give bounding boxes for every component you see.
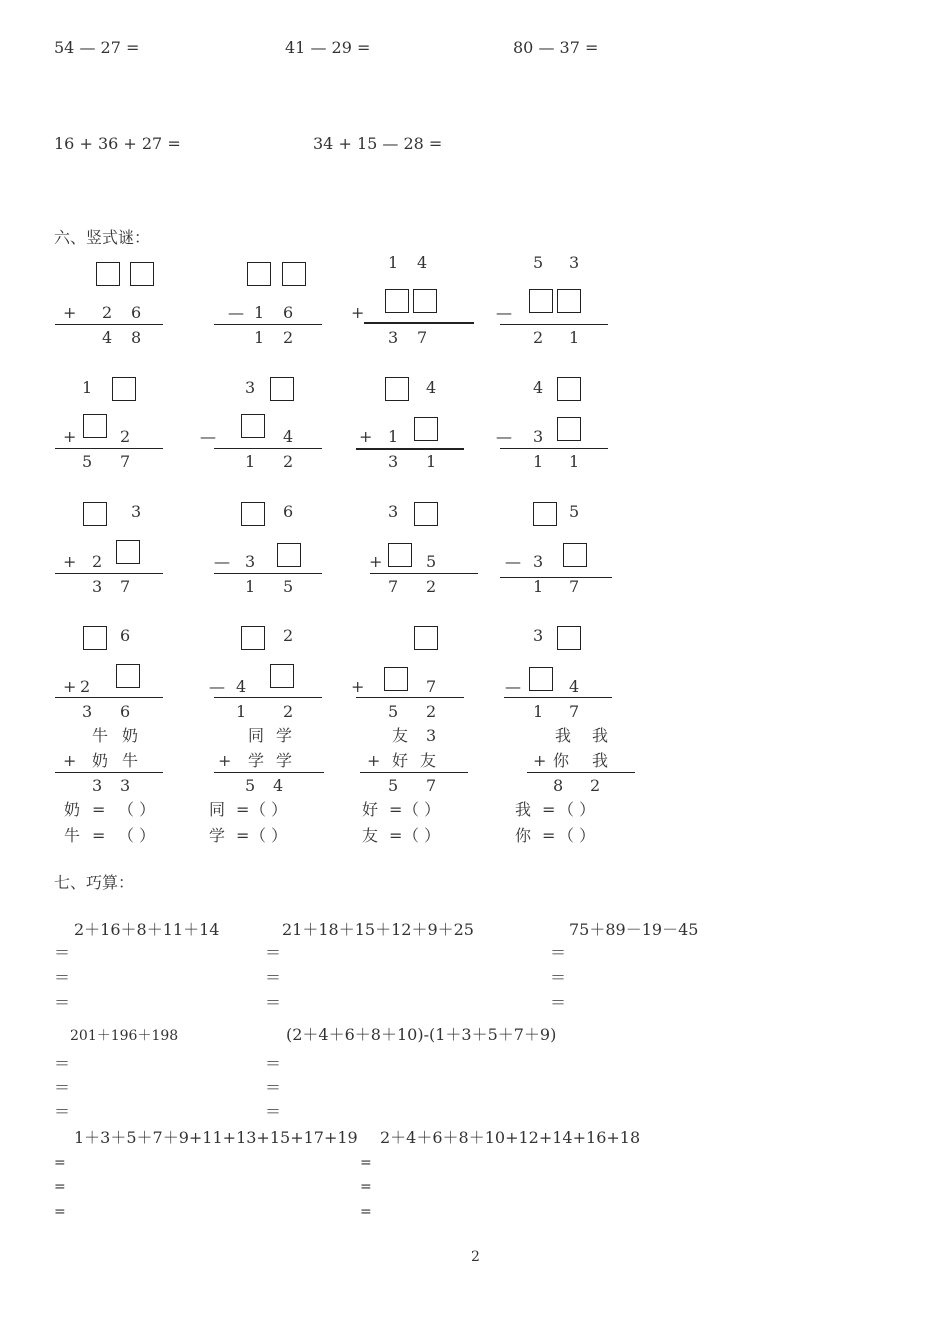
equals-sign: ＝	[54, 1078, 71, 1097]
digit: 7	[426, 776, 437, 795]
minus-sign: —	[200, 427, 216, 446]
char: 牛	[122, 751, 139, 770]
smart-problem: 2＋16＋8＋11＋14	[74, 920, 220, 939]
digit: 4	[273, 776, 284, 795]
answer-blank[interactable]: （ ）	[558, 800, 596, 819]
equals-sign: ＝	[265, 1054, 282, 1073]
digit: 4	[283, 427, 294, 446]
digit: 1	[254, 328, 265, 347]
char: 牛	[92, 726, 109, 745]
answer-box[interactable]	[116, 664, 140, 688]
digit: 3	[92, 577, 103, 596]
char: 我	[592, 751, 609, 770]
digit: 1	[569, 328, 580, 347]
digit: 5	[245, 776, 256, 795]
answer-box[interactable]	[83, 626, 107, 650]
digit: 1	[254, 303, 265, 322]
sum-line	[500, 324, 608, 325]
minus-sign: —	[505, 552, 521, 571]
digit: 2	[80, 677, 91, 696]
minus-sign: —	[496, 303, 512, 322]
char-answer-label: 你	[515, 826, 532, 845]
equals-sign: =	[54, 1179, 66, 1195]
answer-box[interactable]	[282, 262, 306, 286]
digit: 2	[283, 626, 294, 645]
sum-line	[364, 322, 474, 324]
sum-line	[360, 772, 468, 773]
equals-sign: =	[54, 1155, 66, 1171]
sum-line	[214, 448, 322, 449]
equals-sign: =	[542, 800, 556, 819]
digit: 3	[82, 702, 93, 721]
char-answer-label: 同	[209, 800, 226, 819]
plus-sign: +	[351, 677, 365, 696]
digit: 3	[388, 328, 399, 347]
answer-box[interactable]	[414, 502, 438, 526]
char: 我	[555, 726, 572, 745]
equals-sign: =	[360, 1179, 372, 1195]
arith-problem: 54 — 27 =	[54, 38, 140, 57]
equals-sign: ＝	[265, 1078, 282, 1097]
digit: 2	[283, 328, 294, 347]
smart-problem: 1＋3＋5＋7＋9+11+13+15+17+19	[74, 1128, 358, 1147]
digit: 2	[102, 303, 113, 322]
char: 同	[248, 726, 265, 745]
plus-sign: +	[533, 751, 547, 770]
char-answer-label: 我	[515, 800, 532, 819]
sum-line	[500, 448, 608, 449]
char-answer-label: 牛	[64, 826, 81, 845]
sum-line	[214, 573, 322, 574]
sum-line	[55, 697, 163, 698]
answer-box[interactable]	[247, 262, 271, 286]
digit: 1	[245, 577, 256, 596]
digit: 5	[388, 702, 399, 721]
digit: 3	[92, 776, 103, 795]
answer-box[interactable]	[116, 540, 140, 564]
digit: 3	[120, 776, 131, 795]
equals-sign: =	[92, 826, 106, 845]
sum-line	[356, 448, 464, 450]
plus-sign: +	[63, 552, 77, 571]
answer-box[interactable]	[414, 417, 438, 441]
answer-blank[interactable]: （ ）	[558, 826, 596, 845]
digit: 3	[533, 427, 544, 446]
minus-sign: —	[214, 552, 230, 571]
char: 我	[592, 726, 609, 745]
answer-box[interactable]	[241, 414, 265, 438]
digit: 3	[131, 502, 142, 521]
char-answer-label: 奶	[64, 800, 81, 819]
digit: 6	[120, 702, 131, 721]
minus-sign: —	[505, 677, 521, 696]
char-answer-label: 学	[209, 826, 226, 845]
answer-box[interactable]	[270, 664, 294, 688]
answer-box[interactable]	[557, 626, 581, 650]
answer-box[interactable]	[385, 377, 409, 401]
answer-box[interactable]	[529, 667, 553, 691]
sum-line	[55, 448, 163, 449]
answer-box[interactable]	[83, 414, 107, 438]
sum-line	[356, 697, 464, 698]
minus-sign: —	[209, 677, 225, 696]
digit: 3	[388, 452, 399, 471]
digit: 6	[120, 626, 131, 645]
digit: 2	[120, 427, 131, 446]
section-title-smart-calc: 七、巧算：	[54, 873, 135, 892]
equals-sign: ＝	[265, 993, 282, 1012]
answer-box[interactable]	[533, 502, 557, 526]
plus-sign: +	[359, 427, 373, 446]
char: 好	[392, 751, 409, 770]
equals-sign: =	[360, 1155, 372, 1171]
digit: 2	[533, 328, 544, 347]
equals-sign: ＝	[550, 943, 567, 962]
section-title-vertical-puzzles: 六、竖式谜：	[54, 228, 151, 247]
digit: 4	[426, 378, 437, 397]
equals-sign: =	[360, 1204, 372, 1220]
answer-box[interactable]	[563, 543, 587, 567]
char: 学	[276, 726, 293, 745]
answer-box[interactable]	[557, 417, 581, 441]
digit: 2	[590, 776, 601, 795]
digit: 3	[388, 502, 399, 521]
sum-line	[214, 324, 322, 325]
smart-problem: 75＋89－19－45	[569, 920, 699, 939]
digit: 1	[426, 452, 437, 471]
digit: 3	[426, 726, 437, 745]
equals-sign: =	[92, 800, 106, 819]
answer-box[interactable]	[557, 377, 581, 401]
digit: 6	[131, 303, 142, 322]
digit: 4	[533, 378, 544, 397]
digit: 1	[388, 253, 399, 272]
digit: 6	[283, 502, 294, 521]
equals-sign: ＝	[54, 1102, 71, 1121]
sum-line	[500, 577, 612, 578]
sum-line	[504, 697, 612, 698]
equals-sign: =	[54, 1204, 66, 1220]
answer-blank[interactable]: （ ）	[250, 826, 288, 845]
char: 你	[553, 751, 570, 770]
plus-sign: +	[367, 751, 381, 770]
char: 友	[420, 751, 437, 770]
answer-box[interactable]	[277, 543, 301, 567]
digit: 3	[245, 378, 256, 397]
digit: 5	[283, 577, 294, 596]
digit: 1	[533, 452, 544, 471]
digit: 3	[533, 552, 544, 571]
digit: 8	[553, 776, 564, 795]
equals-sign: ＝	[265, 943, 282, 962]
digit: 2	[92, 552, 103, 571]
digit: 3	[569, 253, 580, 272]
arith-problem: 34 + 15 — 28 =	[313, 134, 443, 153]
answer-box[interactable]	[414, 626, 438, 650]
equals-sign: ＝	[265, 1102, 282, 1121]
answer-blank[interactable]: （ ）	[250, 800, 288, 819]
digit: 1	[533, 702, 544, 721]
digit: 6	[283, 303, 294, 322]
digit: 5	[569, 502, 580, 521]
char-answer-label: 友	[362, 826, 379, 845]
equals-sign: ＝	[54, 943, 71, 962]
equals-sign: ＝	[550, 968, 567, 987]
answer-box[interactable]	[384, 667, 408, 691]
plus-sign: +	[63, 303, 77, 322]
arith-problem: 80 — 37 =	[513, 38, 599, 57]
digit: 2	[283, 452, 294, 471]
equals-sign: =	[236, 800, 250, 819]
arith-problem: 16 + 36 + 27 =	[54, 134, 181, 153]
plus-sign: +	[218, 751, 232, 770]
plus-sign: +	[63, 751, 77, 770]
digit: 4	[417, 253, 428, 272]
equals-sign: =	[236, 826, 250, 845]
digit: 1	[245, 452, 256, 471]
plus-sign: +	[369, 552, 383, 571]
digit: 4	[569, 677, 580, 696]
sum-line	[527, 772, 635, 773]
equals-sign: ＝	[54, 1054, 71, 1073]
answer-blank[interactable]: （ ）	[118, 800, 156, 819]
equals-sign: ＝	[265, 968, 282, 987]
smart-problem: 21＋18＋15＋12＋9＋25	[282, 920, 474, 939]
digit: 4	[102, 328, 113, 347]
answer-box[interactable]	[241, 626, 265, 650]
digit: 1	[388, 427, 399, 446]
digit: 7	[569, 577, 580, 596]
digit: 7	[120, 577, 131, 596]
answer-box[interactable]	[241, 502, 265, 526]
answer-box[interactable]	[96, 262, 120, 286]
digit: 1	[82, 378, 93, 397]
digit: 3	[245, 552, 256, 571]
digit: 7	[120, 452, 131, 471]
answer-box[interactable]	[130, 262, 154, 286]
digit: 2	[426, 702, 437, 721]
sum-line	[370, 573, 478, 574]
char: 友	[392, 726, 409, 745]
digit: 1	[533, 577, 544, 596]
equals-sign: =	[542, 826, 556, 845]
digit: 5	[426, 552, 437, 571]
answer-box[interactable]	[385, 289, 409, 313]
page-number: 2	[471, 1249, 480, 1265]
smart-problem: (2＋4＋6＋8＋10)-(1＋3＋5＋7＋9)	[286, 1025, 557, 1044]
answer-box[interactable]	[112, 377, 136, 401]
sum-line	[55, 324, 163, 325]
answer-box[interactable]	[413, 289, 437, 313]
answer-box[interactable]	[388, 543, 412, 567]
answer-box[interactable]	[529, 289, 553, 313]
char: 学	[276, 751, 293, 770]
digit: 2	[283, 702, 294, 721]
answer-blank[interactable]: （ ）	[403, 826, 441, 845]
digit: 1	[569, 452, 580, 471]
equals-sign: ＝	[54, 968, 71, 987]
smart-problem: 201＋196＋198	[70, 1028, 179, 1044]
digit: 4	[236, 677, 247, 696]
digit: 7	[417, 328, 428, 347]
char: 奶	[122, 726, 139, 745]
digit: 1	[236, 702, 247, 721]
plus-sign: +	[63, 677, 77, 696]
answer-blank[interactable]: （ ）	[403, 800, 441, 819]
digit: 7	[388, 577, 399, 596]
answer-box[interactable]	[83, 502, 107, 526]
digit: 8	[131, 328, 142, 347]
answer-box[interactable]	[270, 377, 294, 401]
plus-sign: +	[351, 303, 365, 322]
sum-line	[214, 697, 322, 698]
equals-sign: =	[389, 800, 403, 819]
answer-blank[interactable]: （ ）	[118, 826, 156, 845]
answer-box[interactable]	[557, 289, 581, 313]
minus-sign: —	[228, 303, 244, 322]
sum-line	[214, 772, 324, 773]
digit: 5	[388, 776, 399, 795]
digit: 5	[533, 253, 544, 272]
sum-line	[55, 772, 163, 773]
plus-sign: +	[63, 427, 77, 446]
smart-problem: 2＋4＋6＋8＋10+12+14+16+18	[380, 1128, 641, 1147]
digit: 5	[82, 452, 93, 471]
arith-problem: 41 — 29 =	[285, 38, 371, 57]
char: 学	[248, 751, 265, 770]
char-answer-label: 好	[362, 800, 379, 819]
digit: 3	[533, 626, 544, 645]
equals-sign: ＝	[54, 993, 71, 1012]
minus-sign: —	[496, 427, 512, 446]
sum-line	[55, 573, 163, 574]
char: 奶	[92, 751, 109, 770]
digit: 7	[569, 702, 580, 721]
digit: 7	[426, 677, 437, 696]
equals-sign: ＝	[550, 993, 567, 1012]
equals-sign: =	[389, 826, 403, 845]
digit: 2	[426, 577, 437, 596]
